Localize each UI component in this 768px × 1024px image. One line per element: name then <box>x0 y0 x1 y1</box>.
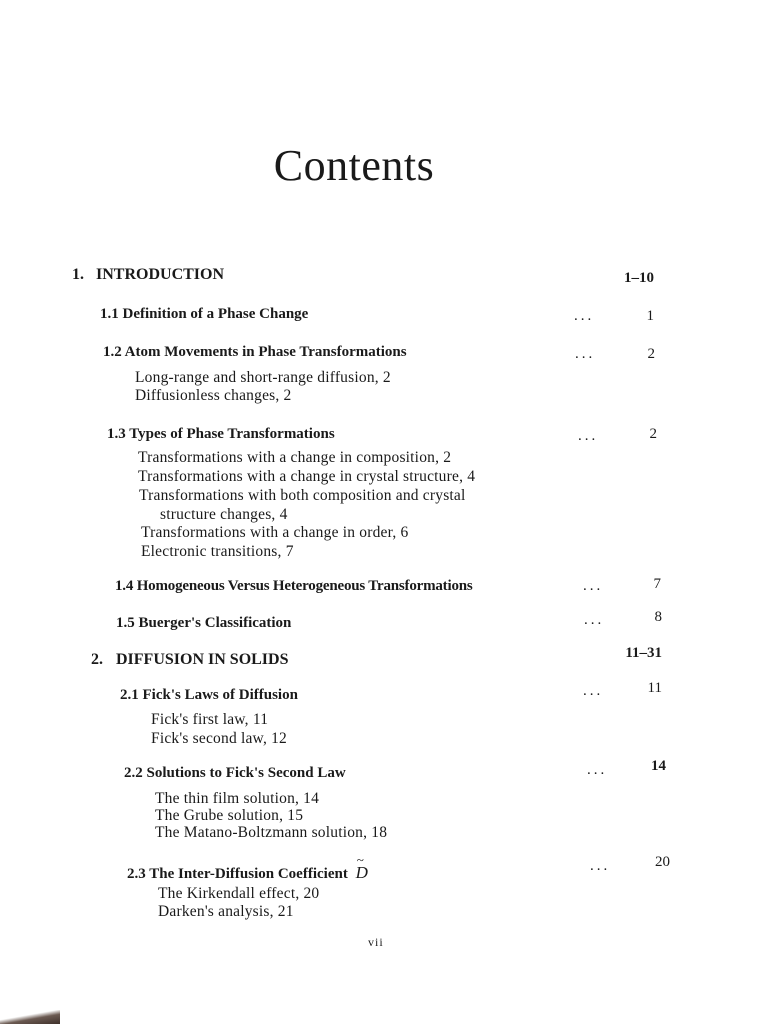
section-2-3-item: Darken's analysis, 21 <box>158 903 294 920</box>
section-1-5-leader: ... <box>584 612 605 628</box>
section-1-2-title[interactable]: 1.2 Atom Movements in Phase Transformations <box>103 344 407 360</box>
chapter-2-pages: 11–31 <box>625 645 662 661</box>
page-edge-shadow <box>0 1010 60 1024</box>
section-1-3-item: Transformations with a change in composition, 2 <box>138 449 452 466</box>
section-1-4-title[interactable]: 1.4 Homogeneous Versus Heterogeneous Transformations <box>115 578 473 594</box>
page-title: Contents <box>273 141 435 190</box>
section-1-4-leader: ... <box>583 578 604 594</box>
page-number: vii <box>368 935 384 949</box>
chapter-2-number: 2. <box>91 651 103 668</box>
section-1-2-leader: ... <box>575 346 596 362</box>
chapter-1-title[interactable]: INTRODUCTION <box>96 266 225 283</box>
section-1-3-leader: ... <box>578 428 599 444</box>
section-2-3-page: 20 <box>655 854 670 870</box>
section-2-3-leader: ... <box>590 858 611 874</box>
chapter-1-number: 1. <box>72 266 84 283</box>
section-2-1-title[interactable]: 2.1 Fick's Laws of Diffusion <box>120 687 298 703</box>
chapter-2-title[interactable]: DIFFUSION IN SOLIDS <box>116 651 289 668</box>
section-1-1-title[interactable]: 1.1 Definition of a Phase Change <box>100 306 309 322</box>
section-1-3-item: structure changes, 4 <box>160 506 288 523</box>
section-2-2-title[interactable]: 2.2 Solutions to Fick's Second Law <box>124 765 346 781</box>
section-2-3-title[interactable] <box>127 852 368 883</box>
chapter-1-pages: 1–10 <box>624 270 654 286</box>
interdiffusion-symbol: ~ D <box>355 852 368 882</box>
section-1-5-page: 8 <box>654 609 662 625</box>
section-1-2-item: Diffusionless changes, 2 <box>135 387 292 404</box>
section-1-3-item: Transformations with a change in crystal structure, 4 <box>138 468 476 485</box>
section-2-2-item: The thin film solution, 14 <box>155 790 320 807</box>
section-2-2-item: The Grube solution, 15 <box>155 807 304 824</box>
section-1-2-page: 2 <box>647 346 655 362</box>
section-2-1-item: Fick's first law, 11 <box>151 711 269 728</box>
section-2-2-leader: ... <box>587 762 608 778</box>
section-1-2-item: Long-range and short-range diffusion, 2 <box>135 369 391 386</box>
section-2-2-item: The Matano-Boltzmann solution, 18 <box>155 824 388 841</box>
section-1-3-item: Transformations with a change in order, 6 <box>141 524 409 541</box>
section-2-2-page: 14 <box>651 758 666 774</box>
section-2-1-page: 11 <box>647 680 662 696</box>
section-2-1-item: Fick's second law, 12 <box>151 730 287 747</box>
section-1-4-page: 7 <box>653 576 661 592</box>
section-1-3-item: Electronic transitions, 7 <box>141 543 294 560</box>
section-1-5-title[interactable]: 1.5 Buerger's Classification <box>116 615 292 631</box>
section-1-3-title[interactable]: 1.3 Types of Phase Transformations <box>107 426 335 442</box>
section-1-3-page: 2 <box>649 426 657 442</box>
section-2-3-title-text: 2.3 The Inter-Diffusion Coefficient <box>127 866 348 882</box>
section-1-1-page: 1 <box>646 308 654 324</box>
section-2-1-leader: ... <box>583 683 604 699</box>
section-1-3-item: Transformations with both composition and crystal <box>139 487 466 504</box>
section-1-1-leader: ... <box>574 308 595 324</box>
section-2-3-item: The Kirkendall effect, 20 <box>158 885 320 902</box>
